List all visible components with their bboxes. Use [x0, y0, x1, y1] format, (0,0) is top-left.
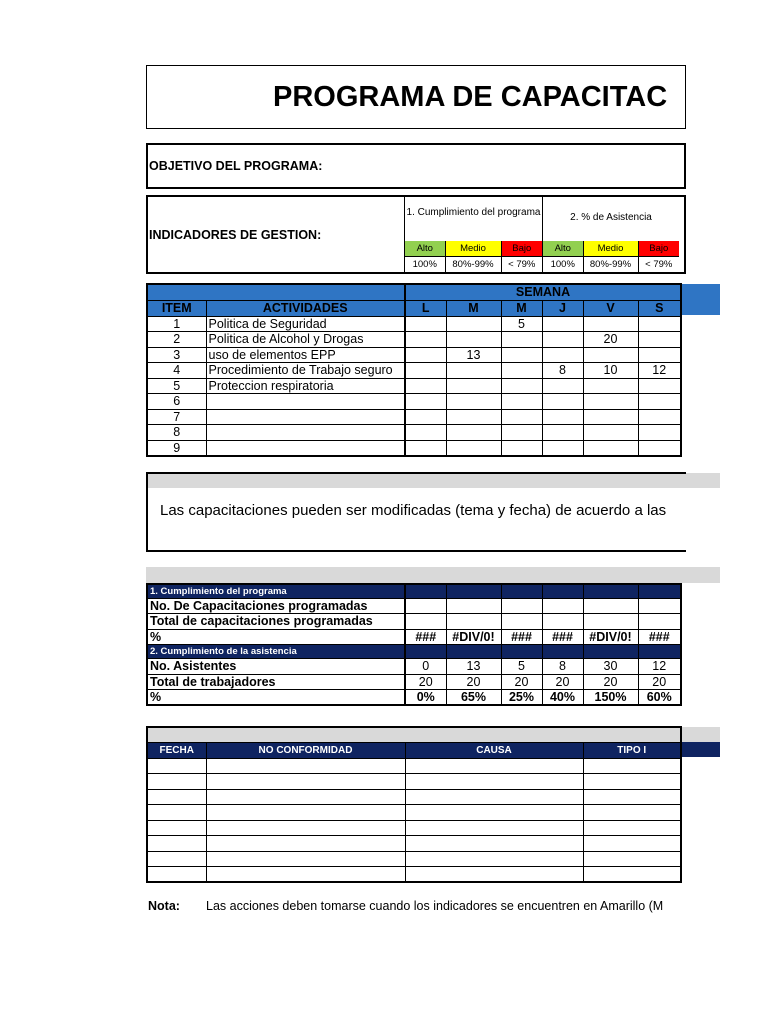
activity-name: Procedimiento de Trabajo seguro [206, 363, 405, 379]
level-medio: Medio [445, 241, 501, 256]
nonconformity-cell [147, 758, 206, 774]
day-header: J [542, 300, 583, 316]
nonconformity-cell [206, 774, 405, 790]
day-cell [501, 409, 542, 425]
day-cell [446, 409, 501, 425]
nonconformity-cell [147, 789, 206, 805]
day-cell [583, 378, 638, 394]
attendees-row-value: 8 [542, 659, 583, 675]
workers-row-value: 20 [542, 674, 583, 690]
day-cell [583, 409, 638, 425]
nonconformity-cell [405, 867, 583, 883]
activity-name [206, 409, 405, 425]
day-cell [446, 378, 501, 394]
nonconformity-cell [405, 851, 583, 867]
schedule-row [147, 440, 681, 456]
section-cell [405, 584, 446, 598]
level-bajo: Bajo [501, 241, 542, 256]
day-cell: 13 [446, 347, 501, 363]
title-box [146, 65, 686, 129]
nonconformity-cell [583, 867, 681, 883]
schedule-row [147, 363, 681, 379]
day-cell [446, 316, 501, 332]
attendees-row-value: 5 [501, 659, 542, 675]
day-cell [638, 394, 681, 410]
item-header: ITEM [147, 300, 206, 316]
day-cell [405, 425, 446, 441]
day-cell [446, 440, 501, 456]
schedule-row [147, 316, 681, 332]
day-cell [583, 440, 638, 456]
footer-text: Las acciones deben tomarse cuando los indicadores se encuentren en Amarillo (M [206, 899, 664, 913]
schedule-row [147, 409, 681, 425]
workers-row-value: 20 [446, 674, 501, 690]
nonconformity-header: FECHA [147, 742, 206, 758]
day-cell [542, 394, 583, 410]
attendees-row [147, 659, 681, 675]
day-cell [542, 347, 583, 363]
section-cell [446, 645, 501, 659]
attendees-row-value: 0 [405, 659, 446, 675]
nonconformity-cell [405, 774, 583, 790]
programmed-row-value [501, 598, 542, 614]
total-programmed-row-value [501, 614, 542, 630]
total-programmed-row-value [583, 614, 638, 630]
day-cell [638, 409, 681, 425]
week-header: SEMANA [405, 284, 681, 300]
schedule-row [147, 425, 681, 441]
item-number: 1 [147, 316, 206, 332]
nonconformity-row [147, 758, 681, 774]
nonconformity-cell [206, 851, 405, 867]
day-cell [638, 378, 681, 394]
program-pct-row-value: ### [501, 629, 542, 645]
workers-row-label: Total de trabajadores [147, 674, 405, 690]
total-programmed-row-label: Total de capacitaciones programadas [147, 614, 405, 630]
compliance-header-band [146, 567, 720, 583]
item-number: 9 [147, 440, 206, 456]
nonconformity-header: CAUSA [405, 742, 583, 758]
compliance-table [146, 583, 682, 706]
day-cell: 20 [583, 332, 638, 348]
nonconformity-row [147, 805, 681, 821]
day-cell [583, 316, 638, 332]
day-cell [501, 425, 542, 441]
activity-name: Politica de Alcohol y Drogas [206, 332, 405, 348]
nonconformity-cell [405, 805, 583, 821]
activity-name: Proteccion respiratoria [206, 378, 405, 394]
attendance-pct-row-value: 25% [501, 690, 542, 706]
attendance-section [147, 645, 681, 659]
day-cell [405, 332, 446, 348]
schedule-row [147, 394, 681, 410]
item-number: 2 [147, 332, 206, 348]
activity-name: Politica de Seguridad [206, 316, 405, 332]
nonconformity-cell [583, 758, 681, 774]
day-header: M [501, 300, 542, 316]
programmed-row-label: No. De Capacitaciones programadas [147, 598, 405, 614]
nonconformity-cell [583, 789, 681, 805]
day-cell [501, 394, 542, 410]
workers-row-value: 20 [583, 674, 638, 690]
item-number: 7 [147, 409, 206, 425]
item-number: 6 [147, 394, 206, 410]
day-cell [542, 378, 583, 394]
range-medio: 80%-99% [445, 256, 501, 272]
day-cell [638, 425, 681, 441]
day-header: L [405, 300, 446, 316]
total-programmed-row [147, 614, 681, 630]
day-cell [405, 316, 446, 332]
day-cell [501, 363, 542, 379]
schedule-row [147, 347, 681, 363]
activity-name: uso de elementos EPP [206, 347, 405, 363]
total-programmed-row-value [638, 614, 681, 630]
section-cell [542, 645, 583, 659]
nonconformity-cell [206, 789, 405, 805]
nonconformity-cell [583, 851, 681, 867]
objective-label: OBJETIVO DEL PROGRAMA: [149, 159, 323, 173]
schedule-header-extension [679, 284, 720, 315]
programmed-row-value [583, 598, 638, 614]
program-section-title: 1. Cumplimiento del programa [147, 584, 405, 598]
item-number: 3 [147, 347, 206, 363]
attendance-pct-row-value: 40% [542, 690, 583, 706]
attendees-row-value: 30 [583, 659, 638, 675]
nonconformity-cell [147, 820, 206, 836]
day-cell [446, 332, 501, 348]
attendees-row-value: 12 [638, 659, 681, 675]
program-pct-row [147, 629, 681, 645]
program-section [147, 584, 681, 598]
note-text: Las capacitaciones pueden ser modificadas (tema y fecha) de acuerdo a las [160, 502, 667, 519]
workers-row [147, 674, 681, 690]
day-cell [405, 363, 446, 379]
section-cell [405, 645, 446, 659]
nonconformity-row [147, 789, 681, 805]
program-pct-row-value: #DIV/0! [446, 629, 501, 645]
nonconformity-row [147, 774, 681, 790]
nonconformity-cell [206, 867, 405, 883]
nonconformity-cell [206, 820, 405, 836]
nonconformity-cell [405, 789, 583, 805]
day-cell [405, 409, 446, 425]
day-cell: 12 [638, 363, 681, 379]
day-cell [638, 347, 681, 363]
day-header: S [638, 300, 681, 316]
level-medio: Medio [583, 241, 638, 256]
nonconformity-header: NO CONFORMIDAD [206, 742, 405, 758]
schedule-table [146, 283, 682, 457]
day-header: V [583, 300, 638, 316]
day-cell [405, 347, 446, 363]
nonconformity-cell [147, 805, 206, 821]
section-cell [583, 584, 638, 598]
nonconformity-header-extension [679, 742, 720, 757]
day-cell [501, 378, 542, 394]
nonconformity-row [147, 836, 681, 852]
day-cell: 5 [501, 316, 542, 332]
day-cell [583, 347, 638, 363]
day-cell [501, 332, 542, 348]
workers-row-value: 20 [638, 674, 681, 690]
program-pct-row-label: % [147, 629, 405, 645]
range-bajo: < 79% [638, 256, 679, 272]
program-pct-row-value: ### [542, 629, 583, 645]
schedule-row [147, 378, 681, 394]
nonconformity-cell [147, 774, 206, 790]
programmed-row-value [405, 598, 446, 614]
section-cell [583, 645, 638, 659]
attendance-pct-row-label: % [147, 690, 405, 706]
day-cell [501, 347, 542, 363]
day-cell [542, 332, 583, 348]
indicators-label: INDICADORES DE GESTION: [149, 228, 322, 242]
day-cell: 10 [583, 363, 638, 379]
range-alto: 100% [543, 256, 583, 272]
nonconformity-cell [405, 836, 583, 852]
range-bajo: < 79% [501, 256, 542, 272]
section-cell [501, 645, 542, 659]
item-number: 4 [147, 363, 206, 379]
day-header: M [446, 300, 501, 316]
activity-name [206, 440, 405, 456]
attendance-pct-row [147, 690, 681, 706]
level-bajo: Bajo [638, 241, 679, 256]
nonconformity-cell [206, 805, 405, 821]
day-cell [405, 378, 446, 394]
attendance-section-title: 2. Cumplimiento de la asistencia [147, 645, 405, 659]
activity-name [206, 425, 405, 441]
activity-name [206, 394, 405, 410]
indicator-levels-1 [405, 241, 542, 272]
day-cell [542, 425, 583, 441]
nonconformity-cell [583, 820, 681, 836]
day-cell [638, 440, 681, 456]
day-cell [542, 316, 583, 332]
objective-box [146, 143, 686, 189]
nonconformity-cell [583, 836, 681, 852]
day-cell [446, 425, 501, 441]
day-cell [583, 425, 638, 441]
indicator-1-title: 1. Cumplimiento del programa [406, 207, 541, 218]
attendance-pct-row-value: 60% [638, 690, 681, 706]
section-cell [501, 584, 542, 598]
total-programmed-row-value [542, 614, 583, 630]
nonconformity-table [146, 726, 682, 883]
day-cell [638, 316, 681, 332]
nonconformity-cell [147, 867, 206, 883]
item-number: 8 [147, 425, 206, 441]
nonconformity-header: TIPO I [583, 742, 681, 758]
nonconformity-cell [147, 851, 206, 867]
programmed-row-value [638, 598, 681, 614]
nonconformity-top [147, 727, 681, 742]
section-cell [446, 584, 501, 598]
nonconformity-cell [147, 836, 206, 852]
total-programmed-row-value [405, 614, 446, 630]
day-cell: 8 [542, 363, 583, 379]
program-pct-row-value: ### [405, 629, 446, 645]
footer-label: Nota: [148, 899, 180, 913]
day-cell [583, 394, 638, 410]
nonconformity-row [147, 867, 681, 883]
day-cell [542, 440, 583, 456]
attendance-pct-row-value: 65% [446, 690, 501, 706]
nonconformity-cell [583, 774, 681, 790]
day-cell [405, 394, 446, 410]
level-alto: Alto [405, 241, 445, 256]
nonconformity-cell [405, 758, 583, 774]
nonconformity-row [147, 820, 681, 836]
day-cell [446, 363, 501, 379]
range-medio: 80%-99% [583, 256, 638, 272]
program-pct-row-value: ### [638, 629, 681, 645]
day-cell [638, 332, 681, 348]
attendees-row-label: No. Asistentes [147, 659, 405, 675]
section-cell [542, 584, 583, 598]
day-cell [405, 440, 446, 456]
page-title: PROGRAMA DE CAPACITAC [273, 81, 668, 113]
day-cell [446, 394, 501, 410]
indicator-2-title: 2. % de Asistencia [570, 212, 652, 223]
section-cell [638, 584, 681, 598]
attendance-pct-row-value: 0% [405, 690, 446, 706]
programmed-row-value [446, 598, 501, 614]
attendance-pct-row-value: 150% [583, 690, 638, 706]
schedule-row [147, 332, 681, 348]
day-cell [542, 409, 583, 425]
activities-header: ACTIVIDADES [206, 300, 405, 316]
nonconformity-cell [583, 805, 681, 821]
workers-row-value: 20 [405, 674, 446, 690]
level-alto: Alto [543, 241, 583, 256]
programmed-row-value [542, 598, 583, 614]
indicator-levels-2 [543, 241, 679, 272]
nonconformity-cell [405, 820, 583, 836]
nonconformity-cell [206, 758, 405, 774]
nonconformity-row [147, 851, 681, 867]
section-cell [638, 645, 681, 659]
programmed-row [147, 598, 681, 614]
schedule-corner [147, 284, 405, 300]
item-number: 5 [147, 378, 206, 394]
range-alto: 100% [405, 256, 445, 272]
nonconformity-cell [206, 836, 405, 852]
workers-row-value: 20 [501, 674, 542, 690]
day-cell [501, 440, 542, 456]
total-programmed-row-value [446, 614, 501, 630]
attendees-row-value: 13 [446, 659, 501, 675]
program-pct-row-value: #DIV/0! [583, 629, 638, 645]
